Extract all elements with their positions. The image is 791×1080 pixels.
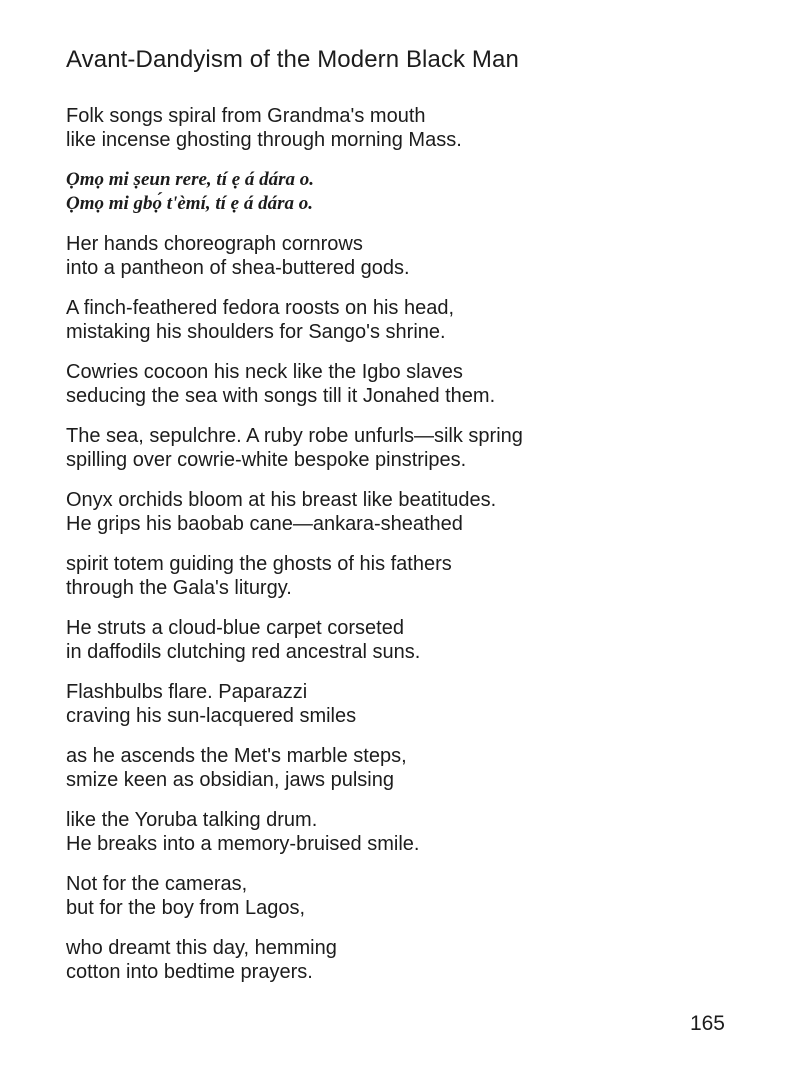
poem-line: The sea, sepulchre. A ruby robe unfurls—silk spring	[66, 425, 523, 447]
stanza	[66, 872, 766, 920]
poem-line: Flashbulbs flare. Paparazzi	[66, 681, 308, 703]
poem-line: seducing the sea with songs till it Jonahed them.	[66, 385, 496, 407]
poem-line: like the Yoruba talking drum.	[66, 809, 318, 831]
poem-line: Folk songs spiral from Grandma's mouth	[66, 105, 426, 127]
poem-line: He struts a cloud-blue carpet corseted	[66, 617, 404, 639]
poem-line: in daffodils clutching red ancestral suns.	[66, 641, 421, 663]
poem-line: Her hands choreograph cornrows	[66, 233, 363, 255]
stanza	[66, 552, 766, 600]
stanza	[66, 424, 766, 472]
poem-line: A finch-feathered fedora roosts on his head,	[66, 297, 455, 319]
poem-line: Ọmọ mi gbọ́ t'èmí, tí ẹ á dára o.	[66, 193, 313, 214]
poem-line: spilling over cowrie-white bespoke pinstripes.	[66, 449, 467, 471]
poem-line: Not for the cameras,	[66, 873, 248, 895]
stanza	[66, 488, 766, 536]
poem-line: He breaks into a memory-bruised smile.	[66, 833, 420, 855]
stanza	[66, 168, 766, 216]
stanza	[66, 936, 766, 984]
poem-body	[66, 104, 766, 1000]
page-number: 165	[689, 1012, 725, 1035]
poem-line: like incense ghosting through morning Mass.	[66, 129, 462, 151]
poem-line: He grips his baobab cane—ankara-sheathed	[66, 513, 463, 535]
poem-line: Cowries cocoon his neck like the Igbo slaves	[66, 361, 463, 383]
stanza	[66, 296, 766, 344]
stanza	[66, 808, 766, 856]
poem-line: who dreamt this day, hemming	[66, 937, 337, 959]
poem-line: Ọmọ mi ṣeun rere, tí ẹ á dára o.	[66, 169, 315, 190]
poem-line: but for the boy from Lagos,	[66, 897, 306, 919]
poem-line: spirit totem guiding the ghosts of his fathers	[66, 553, 452, 575]
stanza	[66, 744, 766, 792]
stanza	[66, 616, 766, 664]
poem-line: into a pantheon of shea-buttered gods.	[66, 257, 410, 279]
poem-line: through the Gala's liturgy.	[66, 577, 292, 599]
poem-line: smize keen as obsidian, jaws pulsing	[66, 769, 394, 791]
poem-title: Avant-Dandyism of the Modern Black Man	[66, 46, 519, 73]
stanza	[66, 680, 766, 728]
poem-line: Onyx orchids bloom at his breast like beatitudes.	[66, 489, 497, 511]
poem-line: as he ascends the Met's marble steps,	[66, 745, 407, 767]
stanza	[66, 104, 766, 152]
poem-line: craving his sun-lacquered smiles	[66, 705, 357, 727]
stanza	[66, 360, 766, 408]
poem-line: mistaking his shoulders for Sango's shrine.	[66, 321, 446, 343]
stanza	[66, 232, 766, 280]
poem-line: cotton into bedtime prayers.	[66, 961, 313, 983]
